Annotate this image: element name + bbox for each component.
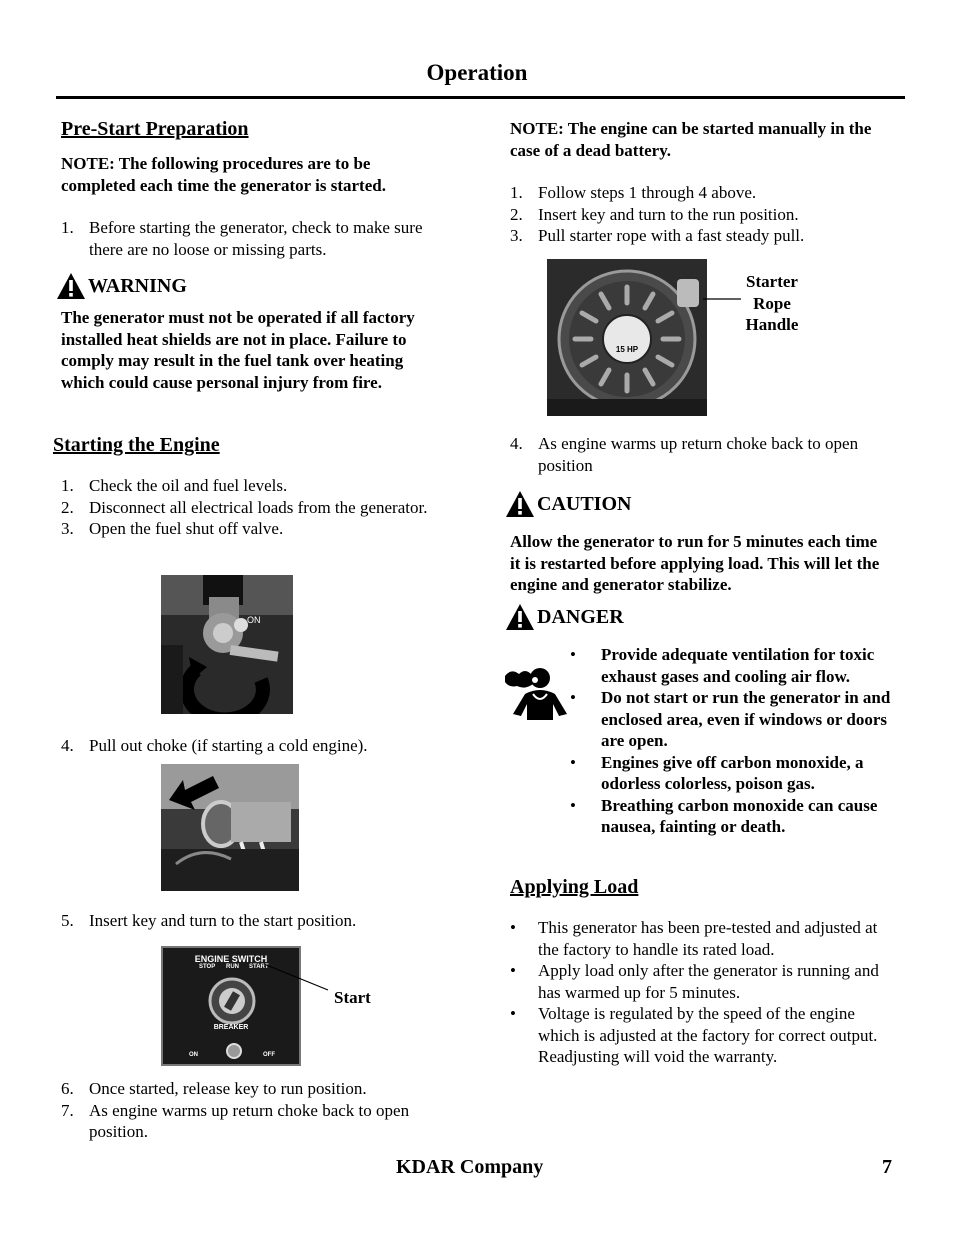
list-item [61,217,441,260]
engine-hp-badge: 15 HP [615,345,639,354]
warning-triangle-icon [56,272,86,300]
starter-callout-line-2: Rope [753,293,791,313]
starting-step5 [61,910,445,932]
list-item [510,225,900,247]
start-callout: Start [334,988,371,1007]
bullet-icon: • [510,918,516,937]
list-item [570,687,895,752]
fuel-valve-photo [161,575,293,714]
warning-triangle-icon [505,490,535,518]
step-number: 2. [61,497,74,517]
caution-label: CAUTION [537,492,632,515]
danger-bullets [570,644,895,838]
step-number: 3. [61,519,74,538]
list-item [510,917,900,960]
warning-header [56,272,187,300]
list-item [570,795,895,838]
list-item [510,1003,900,1068]
breaker-label: BREAKER [213,1024,249,1031]
bullet-icon: • [570,645,576,664]
list-item [61,910,445,932]
list-item [510,182,900,204]
list-item [570,752,895,795]
bullet-icon: • [570,795,576,815]
page-title: Operation [426,60,528,85]
bullet-text: Apply load only after the generator is running and has warmed up for 5 minutes. [538,961,879,1002]
manual-note: NOTE: The engine can be started manually in the case of a dead battery. [510,119,872,160]
outlet-on-label: ON [189,1052,198,1058]
starting-steps-b [61,1078,445,1143]
applying-bullets [510,917,900,1068]
step-text: Pull starter rope with a fast steady pull. [538,226,805,245]
step-text: Pull out choke (if starting a cold engine). [89,736,368,755]
bullet-text: Engines give off carbon monoxide, a odorless colorless, poison gas. [601,752,864,793]
manual-steps [510,182,900,247]
prestart-heading: Pre-Start Preparation [61,118,249,140]
step-text: As engine warms up return choke back to open position [538,434,859,475]
bullet-icon: • [510,1004,516,1023]
step-text: Disconnect all electrical loads from the generator. [89,497,428,517]
outlet-off-label: OFF [263,1052,275,1058]
step-number: 4. [61,736,74,755]
bullet-text: Do not start or run the generator in and enclosed area, even if windows or doors are open. [601,688,891,750]
bullet-icon: • [510,961,516,980]
step-number: 1. [510,183,523,202]
engine-cover-photo [547,259,707,416]
start-callout-line [262,960,332,1000]
step-text: Check the oil and fuel levels. [89,476,288,495]
list-item [61,1100,429,1143]
starting-steps-a [61,475,445,540]
step-number: 1. [61,218,74,237]
starter-callout-line-1: Starter [746,272,798,291]
list-item [510,433,900,476]
step-number: 3. [510,226,523,245]
list-item [61,475,445,497]
caution-header [505,490,631,518]
fuel-valve-image [161,575,293,714]
caution-text: Allow the generator to run for 5 minutes each time it is restarted before applying load. This will let the engine and generator stabilize. [510,532,880,594]
warning-triangle-icon [505,603,535,631]
choke-image [161,764,299,891]
step-number: 2. [510,204,523,224]
list-item [570,644,895,687]
bullet-icon: • [570,688,576,707]
step-text: Open the fuel shut off valve. [89,519,284,538]
step-text: Insert key and turn to the run position. [538,204,799,224]
switch-stop-label: STOP [199,964,216,970]
list-item [510,204,900,226]
step-number: 6. [61,1079,74,1098]
starter-callout-line-3: Handle [745,315,799,334]
list-item [510,960,900,1003]
prestart-steps [61,217,441,260]
starting-step4 [61,735,445,757]
list-item [61,1078,445,1100]
step-number: 5. [61,911,74,930]
step-text: Before starting the generator, check to make sure there are no loose or missing parts. [89,218,423,259]
breaker-button-icon [225,1042,243,1060]
danger-label: DANGER [537,605,624,628]
switch-panel-title: ENGINE SWITCH [194,954,268,964]
prestart-note: NOTE: The following procedures are to be completed each time the generator is started. [61,154,386,195]
step-text: As engine warms up return choke back to open position. [89,1100,410,1141]
list-item [61,735,445,757]
switch-start-label: START [249,964,269,970]
step-text: Once started, release key to run position. [89,1079,367,1098]
title-rule [56,96,905,99]
bullet-text: This generator has been pre-tested and adjusted at the factory to handle its rated load. [538,918,878,959]
bullet-text: Provide adequate ventilation for toxic exhaust gases and cooling air flow. [601,645,875,686]
step-number: 7. [61,1100,74,1120]
engine-cover-image [547,259,707,416]
warning-label: WARNING [88,274,187,297]
list-item [61,518,445,540]
warning-text: The generator must not be operated if all factory installed heat shields are not in place. Failure to comply may result in the fuel tank over heating which could cause personal injury from fire. [61,308,415,392]
valve-on-label: ON [247,615,261,625]
footer-company: KDAR Company [396,1156,544,1178]
step-number: 1. [61,476,74,495]
list-item [61,497,445,519]
bullet-text: Voltage is regulated by the speed of the engine which is adjusted at the factory for correct output. Readjusting will void the warranty. [538,1004,878,1066]
step-text: Follow steps 1 through 4 above. [538,183,757,202]
right-step4 [510,433,900,476]
step-number: 4. [510,434,523,453]
bullet-text: Breathing carbon monoxide can cause nausea, fainting or death. [601,795,878,836]
bullet-icon: • [570,752,576,772]
starting-heading: Starting the Engine [53,434,220,456]
key-switch-icon [207,976,257,1026]
starter-callout [733,271,811,336]
step-text: Insert key and turn to the start position. [89,911,357,930]
choke-photo [161,764,299,891]
exhaust-person-icon [503,664,569,720]
applying-heading: Applying Load [510,876,639,898]
switch-run-label: RUN [226,964,239,970]
page-number: 7 [882,1156,892,1178]
danger-header [505,603,624,631]
